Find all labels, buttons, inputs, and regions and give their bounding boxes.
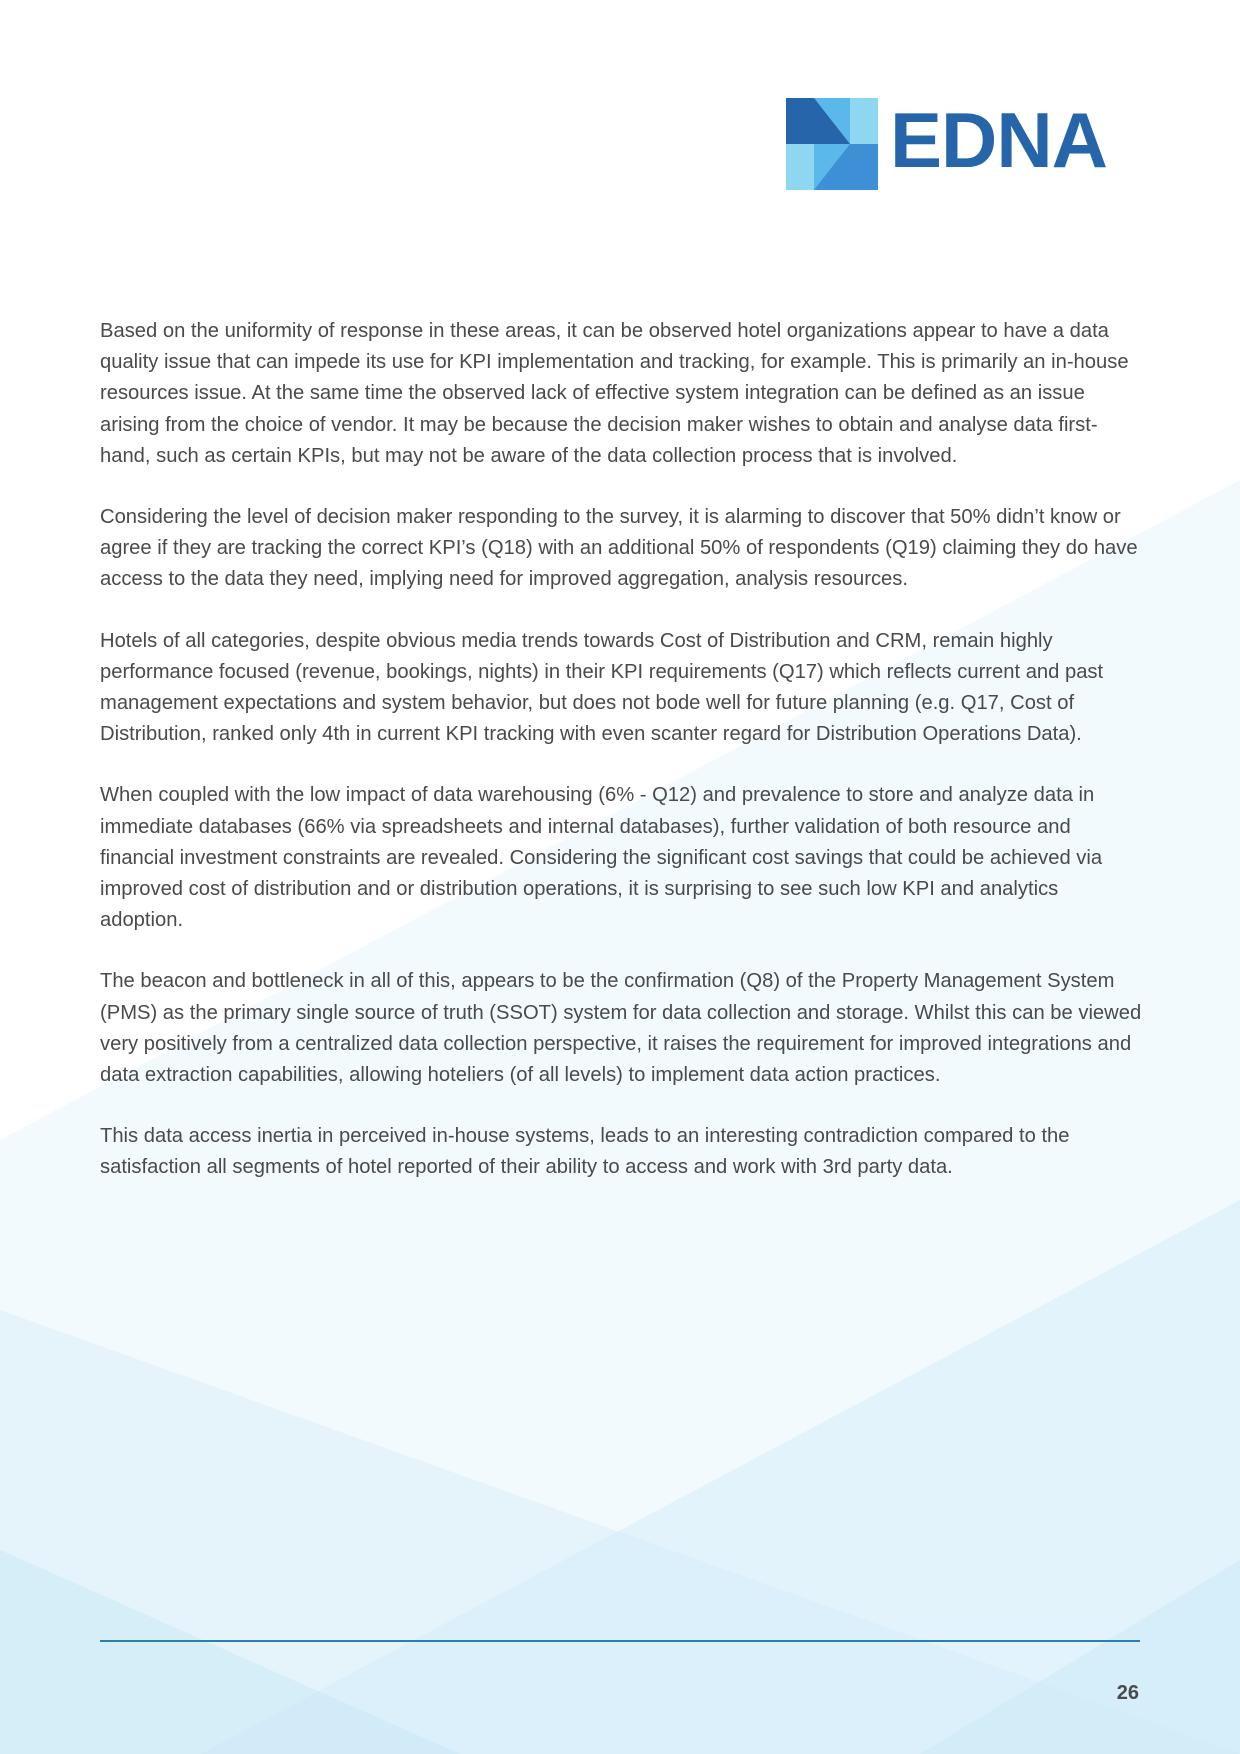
paragraph: Hotels of all categories, despite obvious media trends towards Cost of Distribution and CRM, remain highly performance focused (revenue, bookings, nights) in their KPI requirements (Q17) which reflects current and past management expectations and system behavior, but does not bode well for future planning (e.g. Q17, Cost of Distribution, ranked only 4th in current KPI tracking with even scanter regard for Distribution Operations Data). bbox=[100, 629, 1104, 746]
edna-logo-mark-icon bbox=[786, 98, 878, 190]
paragraph: Considering the level of decision maker responding to the survey, it is alarming to discover that 50% didn’t know or agree if they are tracking the correct KPI’s (Q18) with an additional 50% of respondents (Q19) claiming they do have access to the data they need, implying need for improved aggregation, analysis resources. bbox=[100, 506, 1138, 591]
body-text bbox=[100, 316, 1142, 1214]
paragraph: This data access inertia in perceived in-house systems, leads to an interesting contradiction compared to the satisfaction all segments of hotel reported of their ability to access and work with 3rd party data. bbox=[100, 1125, 1070, 1179]
edna-logo-wordmark: EDNA bbox=[890, 96, 1108, 184]
paragraph: Based on the uniformity of response in these areas, it can be observed hotel organizations appear to have a data quality issue that can impede its use for KPI implementation and tracking, for example. This is primarily an in-house resources issue. At the same time the observed lack of effective system integration can be defined as an issue arising from the choice of vendor. It may be because the decision maker wishes to obtain and analyse data first-hand, such as certain KPIs, but may not be aware of the data collection process that is involved. bbox=[100, 320, 1129, 467]
edna-logo bbox=[786, 98, 1141, 190]
paragraph: The beacon and bottleneck in all of this, appears to be the confirmation (Q8) of the Property Management System (PMS) as the primary single source of truth (SSOT) system for data collection and storage. Whilst this can be viewed very positively from a centralized data collection perspective, it raises the requirement for improved integrations and data extraction capabilities, allowing hoteliers (of all levels) to implement data action practices. bbox=[100, 970, 1142, 1087]
paragraph: When coupled with the low impact of data warehousing (6% - Q12) and prevalence to store and analyze data in immediate databases (66% via spreadsheets and internal databases), further validation of both resource and financial investment constraints are revealed. Considering the significant cost savings that could be achieved via improved cost of distribution and or distribution operations, it is surprising to see such low KPI and analytics adoption. bbox=[100, 784, 1103, 932]
footer-divider bbox=[100, 1640, 1140, 1642]
page-number: 26 bbox=[1116, 1682, 1139, 1704]
